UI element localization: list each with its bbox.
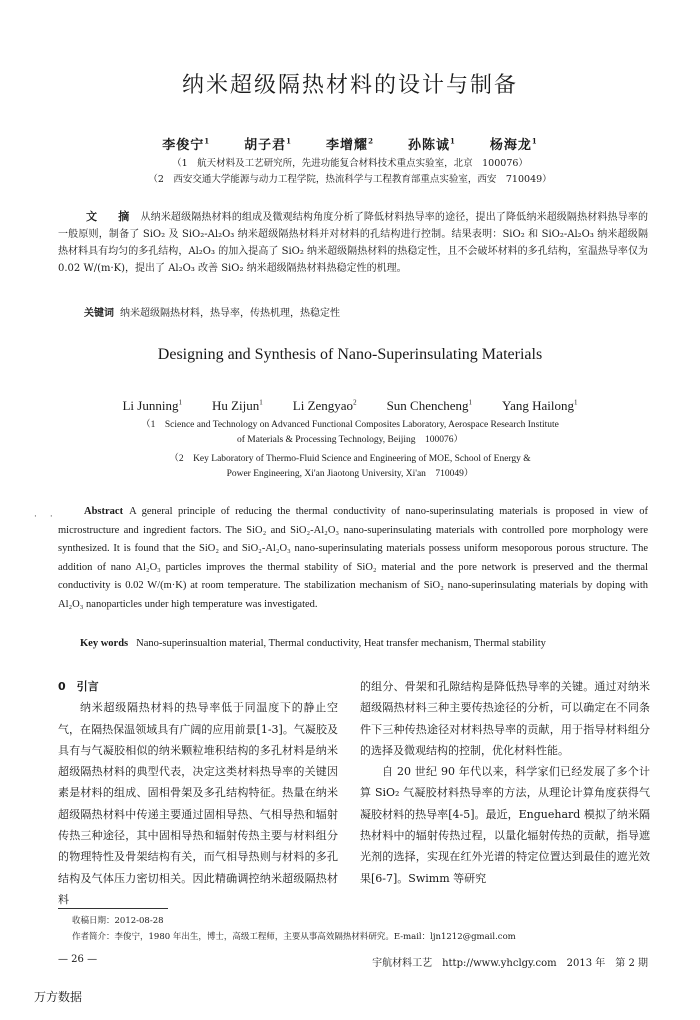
affiliation-en-2-cont: Power Engineering, Xi'an Jiaotong University, Xi'an 710049） [226,469,474,479]
author-en: Sun Chencheng$^1$ [386,398,473,413]
keywords-text-en: Nano-superinsualtion material, Thermal conductivity, Heat transfer mechanism, Thermal stability [136,638,546,649]
section-heading: 0 引言 [58,680,99,693]
footnote-rule [58,908,168,909]
author-en: Yang Hailong$^1$ [502,398,578,413]
author-en: Li Zengyao$^2$ [292,398,357,413]
body-column-left [58,676,338,910]
journal-info: 宇航材料工艺 http://www.yhclgy.com 2013 年 第 2 期 [372,958,648,969]
abstract-text-cn: 从纳米超级隔热材料的组成及微观结构角度分析了降低材料热导率的途径，提出了降低纳米超级隔热材料热导率的一般原则，制备了 SiO₂ 及 SiO₂-Al₂O₃ 纳米超级隔热材料并对材料的孔结构进行控制。结果表明：SiO₂ 和 SiO₂-Al₂O₃ 纳米超级隔热材料具有均匀的多孔结构，Al₂O₃ 的加入提高了 SiO₂ 纳米超级隔热材料的热稳定性，且不会破坏材料的多孔结构，室温热导率仅为 0.02 W/(m·K)，提出了 Al₂O₃ 改善 SiO₂ 纳米超级隔热材料热稳定性的机理。 [58,212,649,274]
page-number: — 26 — [58,954,98,965]
abstract-label-en: Abstract [84,506,124,517]
keywords-en [80,638,546,649]
abstract-text-en: A general principle of reducing the thermal conductivity of nano-superinsulating materials is proposed in view of microstructure and ingredient factors. The SiO₂ and SiO₂-Al₂O₃ nano-superinsulating materials with controlled pore morphology were synthesized. It is found that the SiO₂ and SiO₂-Al₂O₃ nano-superinsulating materials possess uniform mesoporous porous structure. The addition of nano Al₂O₃ particles improves the thermal stability of SiO₂ material and the pore network is preserved and the thermal conductivity is 0.02 W/(m·K) at room temperature. The stabilization mechanism of SiO₂ nano-superinsulating materials by doping with Al₂O₃ nanoparticles under high temperature was investigated. [58,506,648,610]
abstract-label-cn: 文 摘 [86,210,135,223]
author-cn: 李俊宁$^1$ [162,136,211,153]
affiliation-en-1-cont: of Materials & Processing Technology, Beijing 100076） [237,435,463,445]
watermark-text: 万方数据 [34,990,83,1004]
affiliation-cn-1: （1 航天材料及工艺研究所，先进功能复合材料技术重点实验室，北京 100076） [172,158,528,169]
author-list-en [0,398,700,414]
author-cn: 杨海龙$^1$ [489,136,538,153]
received-date: 收稿日期：2012-08-28 [72,916,164,926]
affiliation-en-1: （1 Science and Technology on Advanced Functional Composites Laboratory, Aerospace Research Institute [141,420,559,430]
author-en: Li Junning$^1$ [122,398,182,413]
author-bio: 作者简介：李俊宁，1980 年出生，博士，高级工程师，主要从事高效隔热材料研究。E-mail：ljn1212@gmail.com [72,932,516,942]
keywords-label-cn: 关键词 [84,308,114,319]
body-paragraph: 纳米超级隔热材料的热导率低于同温度下的静止空气，在隔热保温领域具有广阔的应用前景[1-3]。气凝胶及具有与气凝胶相似的纳米颗粒堆积结构的多孔材料是纳米超级隔热材料的典型代表，决定这类材料热导率的关键因素是材料的组成、固相骨架及多孔结构特征。热量在纳米超级隔热材料中传递主要通过固相导热、气相导热和辐射传热三种途径，其中固相导热和辐射传热主要与材料组分的物理特性及骨架结构有关，而气相导热则与材料的多孔结构及气体压力密切相关。因此精确调控纳米超级隔热材料 [58,701,338,906]
abstract-cn [58,208,648,277]
keywords-label-en: Key words [80,638,129,649]
abstract-en [58,503,648,615]
author-en: Hu Zijun$^1$ [211,398,263,413]
scan-dots-decoration: · · [34,512,55,522]
author-cn: 胡子君$^1$ [244,136,293,153]
paper-title-cn: 纳米超级隔热材料的设计与制备 [181,73,518,98]
author-cn: 李增耀$^2$ [326,136,374,153]
body-paragraph: 的组分、骨架和孔隙结构是降低热导率的关键。通过对纳米超级隔热材料三种主要传热途径的分析，可以确定在不同条件下三种传热途径对材料热导率的贡献，用于指导材料组分的选择及微观结构的控制，优化材料性能。 [360,680,650,757]
keywords-text-cn: 纳米超级隔热材料，热导率，传热机理，热稳定性 [120,308,340,319]
body-paragraph: 自 20 世纪 90 年代以来，科学家们已经发展了多个计算 SiO₂ 气凝胶材料热导率的方法，从理论计算角度获得气凝胶材料的热导率[4-5]。最近，Enguehard 模拟了纳米隔热材料中的辐射传热过程，以量化辐射传热的贡献，指导遮光剂的选择，实现在红外光谱的特定位置达到最佳的遮光效果[6-7]。Swimm 等研究 [360,765,650,885]
affiliation-cn-2: （2 西安交通大学能源与动力工程学院，热流科学与工程教育部重点实验室，西安 710049） [148,174,552,185]
author-list-cn [0,134,700,153]
affiliation-en-2: （2 Key Laboratory of Thermo-Fluid Science and Engineering of MOE, School of Energy & [169,454,531,464]
body-column-right [360,676,650,889]
keywords-cn [84,304,340,319]
paper-title-en: Designing and Synthesis of Nano-Superinsulating Materials [157,346,543,363]
author-cn: 孙陈诚$^1$ [407,136,456,153]
